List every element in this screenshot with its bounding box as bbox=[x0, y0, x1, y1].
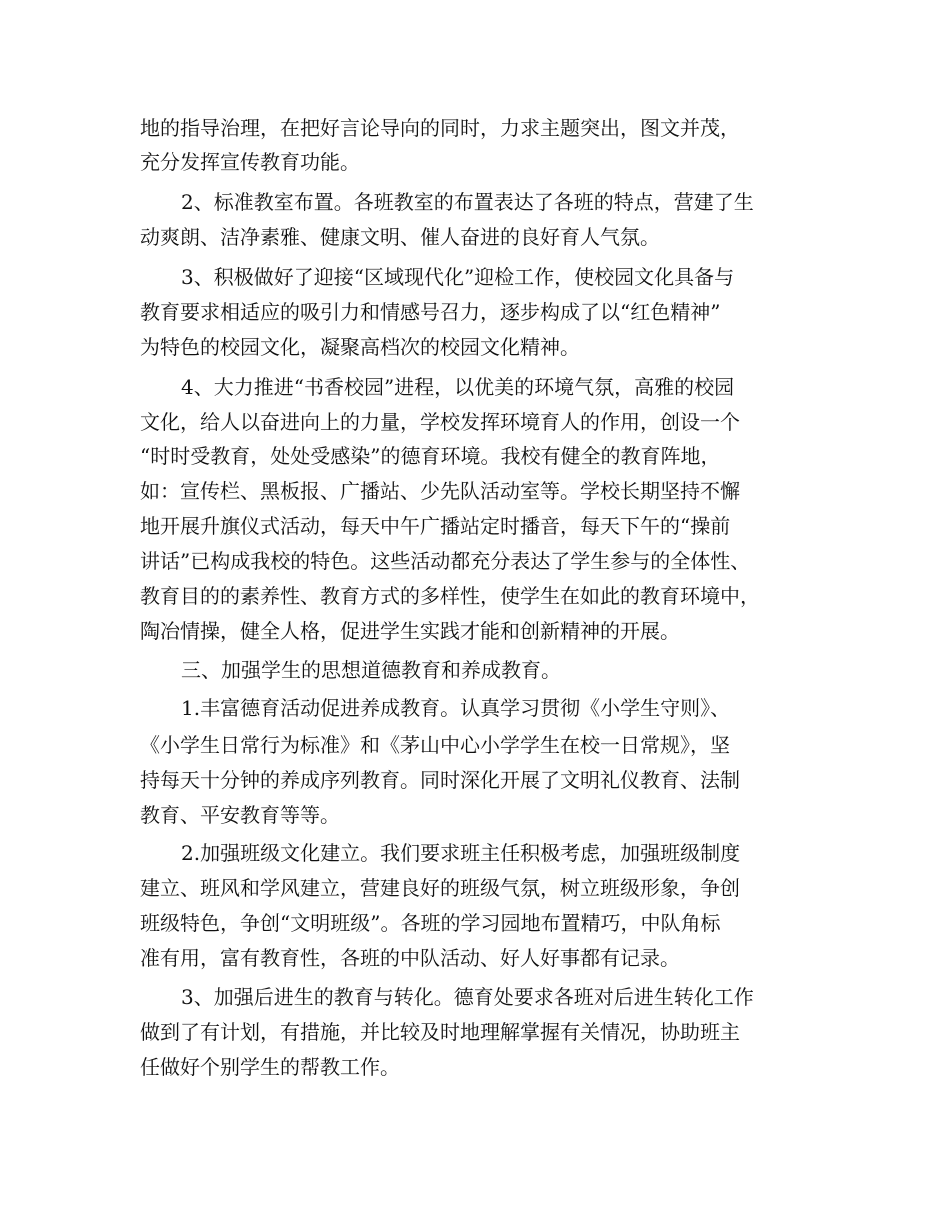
text-line: 任做好个别学生的帮教工作。 bbox=[140, 1055, 400, 1079]
text-line: 建立、班风和学风建立，营建良好的班级气氛，树立班级形象，争创 bbox=[140, 876, 740, 900]
text-line: 地开展升旗仪式活动，每天中午广播站定时播音，每天下午的“操前 bbox=[140, 514, 731, 538]
text-line: 3、加强后进生的教育与转化。德育处要求各班对后进生转化工作 bbox=[181, 985, 754, 1009]
text-line: 2.加强班级文化建立。我们要求班主任积极考虑，加强班级制度 bbox=[181, 841, 741, 865]
text-line: 教育目的的素养性、教育方式的多样性，使学生在如此的教育环境中， bbox=[140, 584, 760, 608]
text-line: 教育要求相适应的吸引力和情感号召力，逐步构成了以“红色精神” bbox=[140, 300, 721, 324]
text-line: 陶冶情操，健全人格，促进学生实践才能和创新精神的开展。 bbox=[140, 619, 680, 643]
text-line: “时时受教育，处处受感染”的德育环境。我校有健全的教育阵地， bbox=[140, 444, 721, 468]
text-line: 做到了有计划，有措施，并比较及时地理解掌握有关情况，协助班主 bbox=[140, 1020, 740, 1044]
text-line: 讲话”已构成我校的特色。这些活动都充分表达了学生参与的全体性、 bbox=[140, 549, 751, 573]
text-line: 动爽朗、洁净素雅、健康文明、催人奋进的良好育人气氛。 bbox=[140, 225, 660, 249]
text-line: 持每天十分钟的养成序列教育。同时深化开展了文明礼仪教育、法制 bbox=[140, 768, 740, 792]
text-line: 4、大力推进“书香校园”进程，以优美的环境气氛，高雅的校园 bbox=[181, 375, 735, 399]
text-line: 教育、平安教育等等。 bbox=[140, 803, 340, 827]
text-line: 3、积极做好了迎接“区域现代化”迎检工作，使校园文化具备与 bbox=[181, 265, 735, 289]
text-line: 准有用，富有教育性，各班的中队活动、好人好事都有记录。 bbox=[140, 946, 680, 970]
text-line: 如：宣传栏、黑板报、广播站、少先队活动室等。学校长期坚持不懈 bbox=[140, 479, 740, 503]
section-heading: 三、加强学生的思想道德教育和养成教育。 bbox=[181, 658, 561, 682]
text-line: 1.丰富德育活动促进养成教育。认真学习贯彻《小学生守则》、 bbox=[181, 696, 731, 720]
text-line: 班级特色，争创“文明班级”。各班的学习园地布置精巧，中队角标 bbox=[140, 911, 721, 935]
text-line: 文化，给人以奋进向上的力量，学校发挥环境育人的作用，创设一个 bbox=[140, 410, 740, 434]
text-line: 充分发挥宣传教育功能。 bbox=[140, 150, 360, 174]
text-line: 为特色的校园文化，凝聚高档次的校园文化精神。 bbox=[140, 335, 580, 359]
text-line: 2、标准教室布置。各班教室的布置表达了各班的特点，营建了生 bbox=[181, 190, 754, 214]
text-line: 地的指导治理，在把好言论导向的同时，力求主题突出，图文并茂， bbox=[140, 116, 740, 140]
text-line: 《小学生日常行为标准》和《茅山中心小学学生在校一日常规》，坚 bbox=[140, 733, 730, 757]
